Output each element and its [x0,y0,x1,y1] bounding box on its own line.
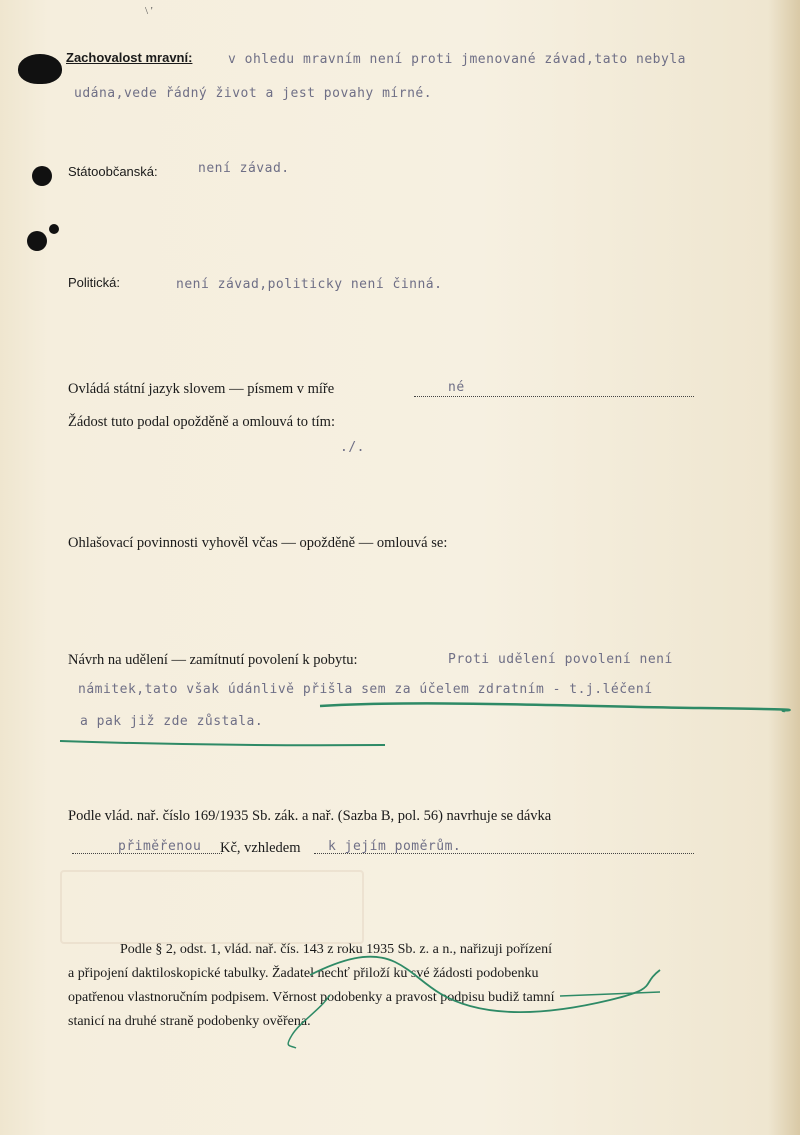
moral-value-line1: v ohledu mravním není proti jmenované závad,tato nebyla [228,52,686,67]
late-request-value: ./. [340,440,365,455]
proposal-value-line2: námitek,tato však údánlivě přišla sem za účelem zdratním - t.j.léčení [78,682,653,697]
proposal-label: Návrh na udělení — zamítnutí povolení k pobytu: [68,652,358,668]
faint-stamp [60,870,364,944]
fee-amount: přiměřenou [118,839,202,854]
citizen-label: Státoobčanská: [68,164,158,179]
bullet-3b [49,224,59,234]
political-label: Politická: [68,275,121,290]
fingerprint-line3: opatřenou vlastnoručním podpisem. Věrnost podobenky a pravost podpisu budiž tamní [68,990,555,1005]
bullet-3 [27,231,47,251]
fingerprint-line2: a připojení daktiloskopické tabulky. Žadatel nechť přiloží ku své žádosti podobenku [68,966,539,981]
fee-reason: k jejím poměrům. [328,839,462,854]
moral-value-line2: udána,vede řádný život a jest povahy mírné. [74,86,433,101]
fingerprint-line1: Podle § 2, odst. 1, vlád. nař. čís. 143 z roku 1935 Sb. z. a n., nařizuji pořízení [120,942,552,957]
bullet-2 [32,166,52,186]
political-value: není závad,politicky není činná. [176,277,443,292]
fee-line1: Podle vlád. nař. číslo 169/1935 Sb. zák. a nař. (Sazba B, pol. 56) navrhuje se dávka [68,808,552,824]
bullet-1 [18,54,62,84]
header-mark: \ ' [145,5,153,17]
language-label: Ovládá státní jazyk slovem — písmem v míře [68,381,335,397]
proposal-value-line3: a pak již zde zůstala. [80,714,264,729]
proposal-value-line1: Proti udělení povolení není [448,652,673,667]
reporting-label: Ohlašovací povinnosti vyhověl včas — opožděně — omlouvá se: [68,535,448,551]
moral-label: Zachovalost mravní: [66,50,193,65]
language-dotted-line [414,396,694,397]
fee-currency-text: Kč, vzhledem [220,840,301,856]
citizen-value: není závad. [198,161,290,176]
fingerprint-line4: stanicí na druhé straně podobenky ověřena. [68,1014,311,1029]
late-request-label: Žádost tuto podal opožděně a omlouvá to tím: [68,414,335,430]
language-value: né [448,380,465,395]
